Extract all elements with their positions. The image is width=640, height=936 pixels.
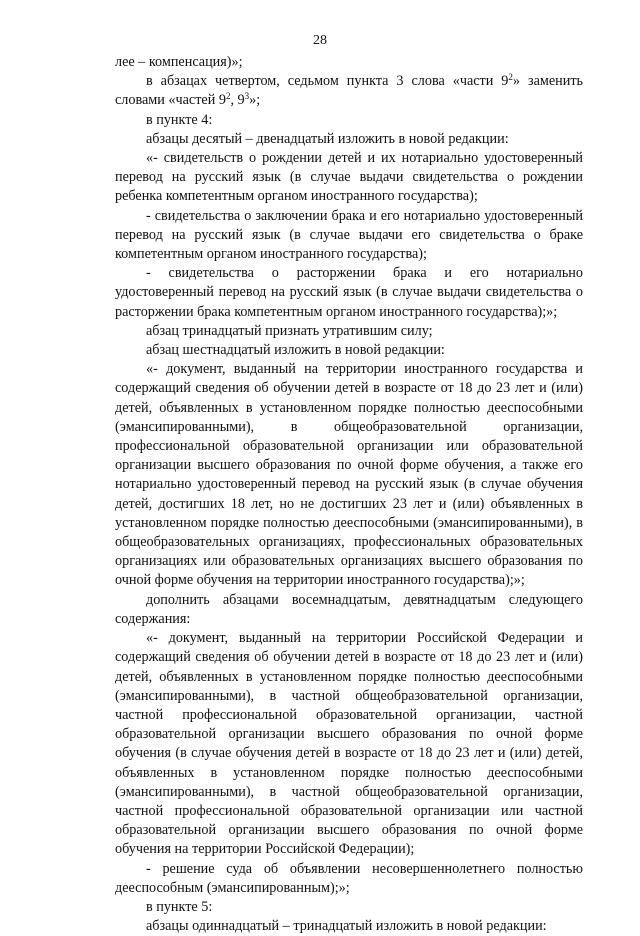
- paragraph-new-wording-10-12: абзацы десятый – двенадцатый изложить в новой редакции:: [146, 130, 509, 147]
- paragraph-point-5: в пункте 5:: [146, 898, 213, 915]
- paragraph-continuation: лее – компенсация)»;: [115, 54, 243, 70]
- paragraph-add-18-19: дополнить абзацами восемнадцатым, девятнадцатым следующего содержания:: [115, 591, 583, 627]
- paragraph-16-new-wording: абзац шестнадцатый изложить в новой редакции:: [146, 342, 445, 359]
- paragraph-new-wording-11-13: абзацы одиннадцатый – тринадцатый изложить в новой редакции:: [146, 918, 547, 935]
- paragraph-marriage-certificate: - свидетельства о заключении брака и его нотариально удостоверенный перевод на русский язык (в случае выдачи его свидетельства о браке компетентным органом иностранного государства);: [115, 207, 583, 263]
- paragraph-13-repealed: абзац тринадцатый признать утратившим силу;: [146, 322, 433, 339]
- paragraph-birth-certificates: «- свидетельств о рождении детей и их нотариально удостоверенный перевод на русский язык (в случае выдачи свидетельства о рождении ребенка компетентным органом иностранного государства);: [115, 150, 583, 205]
- paragraph-point-4: в пункте 4:: [146, 111, 213, 128]
- paragraph-amend-point-3: в абзацах четвертом, седьмом пункта 3 слова «части $9^2$» заменить словами «частей $9^2$, $9^3$»;: [115, 72, 583, 109]
- paragraph-court-decision: - решение суда об объявлении несовершеннолетнего полностью дееспособным (эмансипированным);»;: [115, 860, 583, 896]
- page-number: 28: [313, 33, 327, 48]
- paragraph-foreign-education-document: «- документ, выданный на территории иностранного государства и содержащий сведения об обучении детей в возрасте от 18 до 23 лет и (или) детей, объявленных в установленном порядке полностью дееспособными (эмансипированными), в общеобразовательной организации, профессиональной образовательной организации или образовательной организации высшего образования по очной форме обучения, а также его нотариально удостоверенный перевод на русский язык (в случае обучения детей, достигших 18 лет, но не достигших 23 лет и (или) объявленных в установленном порядке полностью дееспособными (эмансипированными), в общеобразовательных организациях, профессиональных образовательных организациях или образовательных организациях высшего образования по очной форме обучения на территории иностранного государства);»;: [115, 361, 583, 589]
- paragraph-russian-education-document: «- документ, выданный на территории Российской Федерации и содержащий сведения об обучении детей в возрасте от 18 до 23 лет и (или) детей, объявленных в установленном порядке полностью дееспособными (эмансипированными), в частной общеобразовательной организации, частной профессиональной образовательной организации, частной образовательной организации высшего образования по очной форме обучения (в случае обучения детей в возрасте от 18 до 23 лет и (или) детей, объявленных в установленном порядке полностью дееспособными (эмансипированными), в частной общеобразовательной организации, частной профессиональной образовательной организации или частной образовательной организации высшего образования по очной форме обучения на территории Российской Федерации);: [115, 630, 583, 858]
- document-body: [115, 53, 583, 936]
- paragraph-divorce-certificate: - свидетельства о расторжении брака и его нотариально удостоверенный перевод на русский язык (в случае выдачи свидетельства о расторжении брака компетентным органом иностранного государства);»;: [115, 265, 583, 320]
